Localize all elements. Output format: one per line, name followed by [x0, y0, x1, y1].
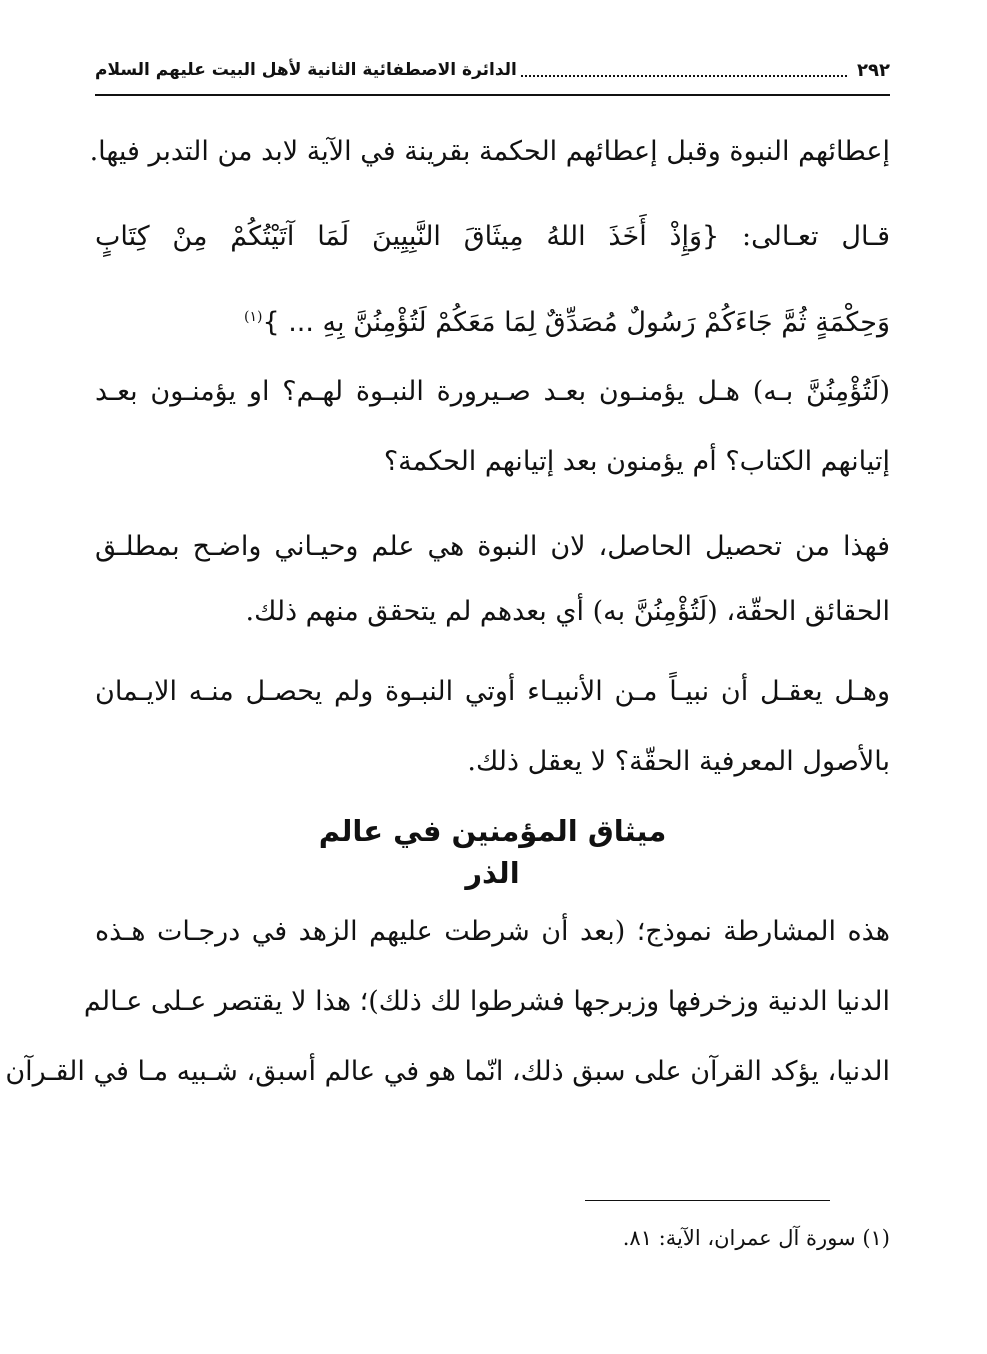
section-heading-line: الذر: [465, 856, 520, 890]
section-heading: [95, 810, 890, 894]
page-number: ٢٩٢: [857, 59, 890, 81]
quran-verse-part2: وَحِكْمَةٍ ثُمَّ جَاءَكُمْ رَسُولٌ مُصَدِّقٌ لِمَا مَعَكُمْ لَتُؤْمِنُنَّ بِهِ ... }: [262, 307, 890, 338]
body-line: بالأصول المعرفية الحقّة؟ لا يعقل ذلك.: [467, 746, 890, 777]
body-line: فهذا من تحصيل الحاصل، لان النبوة هي علم وحيـاني واضـح بمطلـق: [95, 531, 890, 562]
header-rule: [95, 94, 890, 96]
body-line: الدنيا الدنية وزخرفها وزبرجها فشرطوا لك ذلك)؛ هذا لا يقتصر عـلى عـالم: [83, 986, 890, 1017]
running-header: [95, 50, 890, 90]
body-line: إتيانهم الكتاب؟ أم يؤمنون بعد إتيانهم الحكمة؟: [383, 446, 890, 477]
body-line: هذه المشارطة نموذج؛ (بعد أن شرطت عليهم الزهد في درجـات هـذه: [95, 916, 890, 947]
running-header-title: الدائرة الاصطفائية الثانية لأهل البيت عليهم السلام: [95, 60, 517, 80]
body-line: الحقائق الحقّة، (لَتُؤْمِنُنَّ به) أي بعدهم لم يتحقق منهم ذلك.: [245, 596, 890, 627]
footnote: (١) سورة آل عمران، الآية: ٨١.: [622, 1226, 890, 1250]
footnote-rule: [585, 1200, 830, 1201]
section-heading-line: ميثاق المؤمنين في عالم: [318, 814, 667, 848]
quote-intro: قـال تعـالى:: [742, 221, 890, 252]
quran-verse-part1: {وَإِذْ أَخَذَ اللهُ مِيثَاقَ النَّبِيِينَ لَمَا آتَيْتُكُمْ مِنْ كِتَابٍ: [95, 221, 720, 252]
footnote-ref: (١): [244, 309, 263, 325]
header-dot-leader: [521, 63, 847, 77]
body-line: وهـل يعقـل أن نبيـاً مـن الأنبيـاء أوتي النبـوة ولم يحصـل منـه الايـمان: [95, 676, 890, 707]
body-line: إعطائهم النبوة وقبل إعطائهم الحكمة بقرينة في الآية لابد من التدبر فيها.: [89, 136, 890, 167]
quote-line: [95, 215, 890, 259]
body-line: الدنيا، يؤكد القرآن على سبق ذلك، انّما هو في عالم أسبق، شـبيه مـا في القـرآن: [5, 1056, 890, 1087]
quote-line: [95, 295, 890, 339]
body-line: (لَتُؤْمِنُنَّ بـه) هـل يؤمنـون بعـد صـيرورة النبـوة لهـم؟ او يؤمنـون بعـد: [95, 376, 890, 407]
